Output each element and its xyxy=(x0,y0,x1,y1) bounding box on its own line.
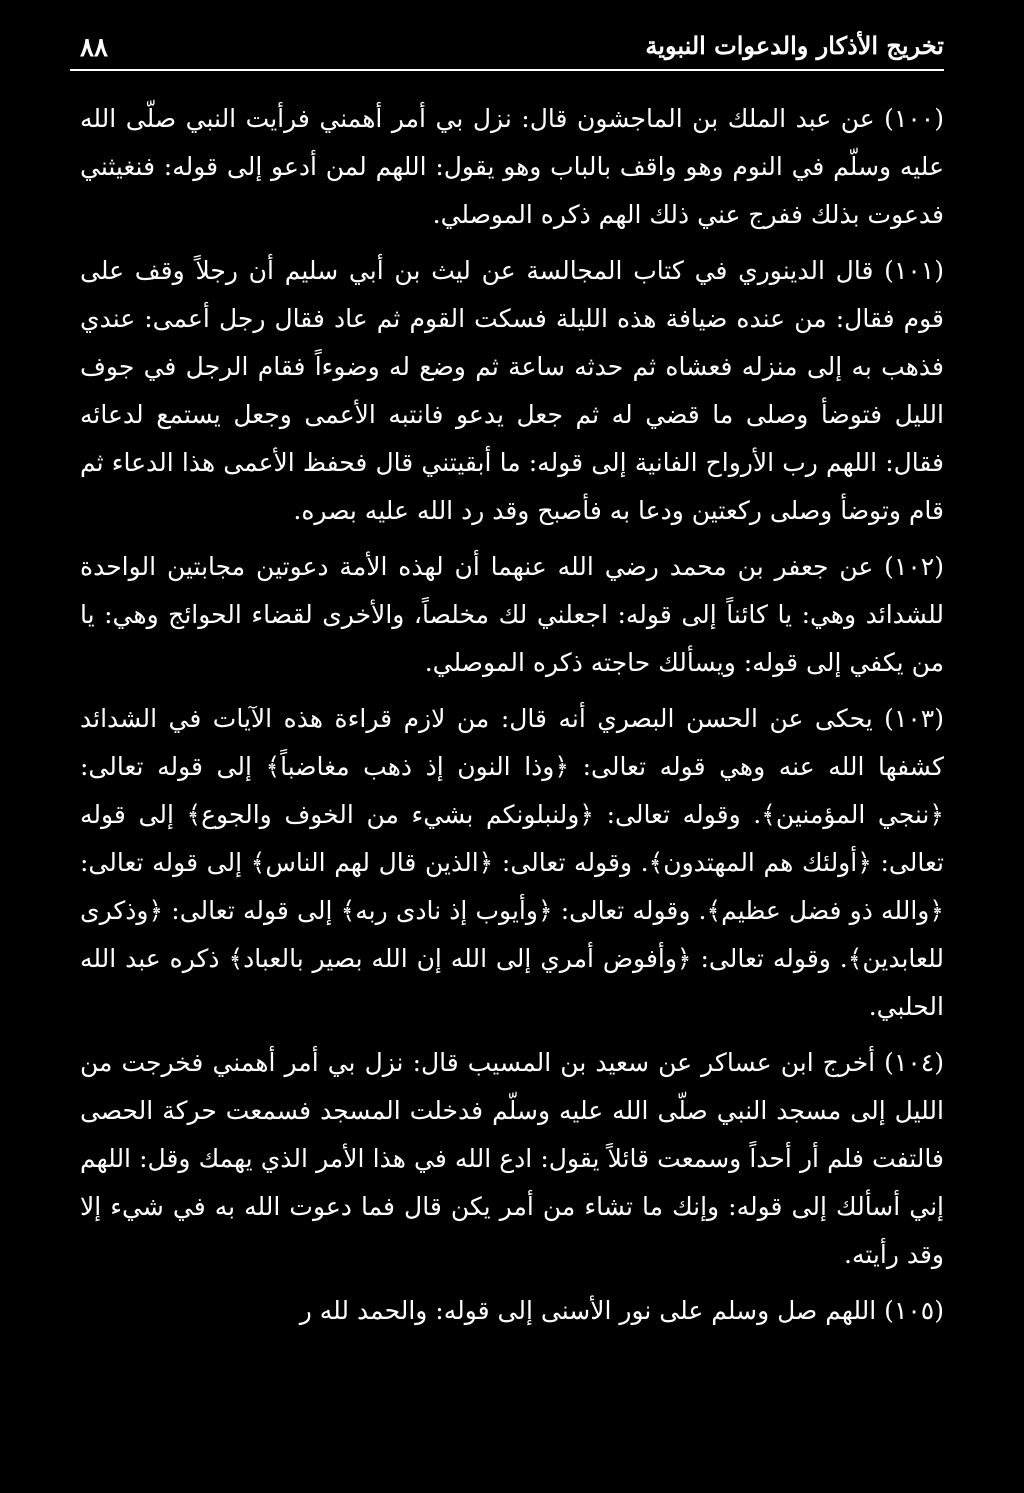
paragraph-102: (١٠٢) عن جعفر بن محمد رضي الله عنهما أن لهذه الأمة دعوتين مجابتين الواحدة للشدائد وهي: يا كائناً إلى قوله: اجعلني لك مخلصاً، والأخرى لقضاء الحوائج وهي: يا من يكفي إلى قوله: ويسألك حاجته ذكره الموصلي. xyxy=(80,552,944,677)
document-body xyxy=(80,95,944,1337)
paragraph-104: (١٠٤) أخرج ابن عساكر عن سعيد بن المسيب قال: نزل بي أمر أهمني فخرجت من الليل إلى مسجد النبي صلّى الله عليه وسلّم فدخلت المسجد فسمعت حركة الحصى فالتفت فلم أر أحداً وسمعت قائلاً يقول: ادع الله في هذا الأمر الذي يهمك وقل: اللهم إني أسألك إلى قوله: وإنك ما تشاء من أمر يكن قال فما دعوت الله به في شيء إلا وقد رأيته. xyxy=(80,1048,944,1269)
paragraph-101: (١٠١) قال الدينوري في كتاب المجالسة عن ليث بن أبي سليم أن رجلاً وقف على قوم فقال: من عنده ضيافة هذه الليلة فسكت القوم ثم عاد فقال رجل أعمى: عندي فذهب به إلى منزله فعشاه ثم حدثه ساعة ثم وضع له وضوءاً فقام الرجل في جوف الليل فتوضأ وصلى ما قضي له ثم جعل يدعو فانتبه الأعمى وجعل يستمع لدعائه فقال: اللهم رب الأرواح الفانية إلى قوله: ما أبقيتني قال فحفظ الأعمى هذا الدعاء ثم قام وتوضأ وصلى ركعتين ودعا به فأصبح وقد رد الله عليه بصره. xyxy=(80,256,944,525)
running-title: تخريج الأذكار والدعوات النبوية xyxy=(645,31,944,60)
page-header xyxy=(70,25,944,71)
paragraph-105: (١٠٥) اللهم صل وسلم على نور الأسنى إلى قوله: والحمد لله ر xyxy=(299,1296,944,1325)
paragraph-103: (١٠٣) يحكى عن الحسن البصري أنه قال: من لازم قراءة هذه الآيات في الشدائد كشفها الله عنه وهي قوله تعالى: ﴿وذا النون إذ ذهب مغاضباً﴾ إلى قوله تعالى: ﴿ننجي المؤمنين﴾. وقوله تعالى: ﴿ولنبلونكم بشيء من الخوف والجوع﴾ إلى قوله تعالى: ﴿أولئك هم المهتدون﴾. وقوله تعالى: ﴿الذين قال لهم الناس﴾ إلى قوله تعالى: ﴿والله ذو فضل عظيم﴾. وقوله تعالى: ﴿وأيوب إذ نادى ربه﴾ إلى قوله تعالى: ﴿وذكرى للعابدين﴾. وقوله تعالى: ﴿وأفوض أمري إلى الله إن الله بصير بالعباد﴾ ذكره عبد الله الحلبي. xyxy=(80,704,944,1021)
page-number: ٨٨ xyxy=(80,33,108,63)
paragraph-100: (١٠٠) عن عبد الملك بن الماجشون قال: نزل بي أمر أهمني فرأيت النبي صلّى الله عليه وسلّم في النوم وهو واقف بالباب وهو يقول: اللهم لمن أدعو إلى قوله: فنغيثني فدعوت بذلك ففرج عني ذلك الهم ذكره الموصلي. xyxy=(80,104,944,229)
